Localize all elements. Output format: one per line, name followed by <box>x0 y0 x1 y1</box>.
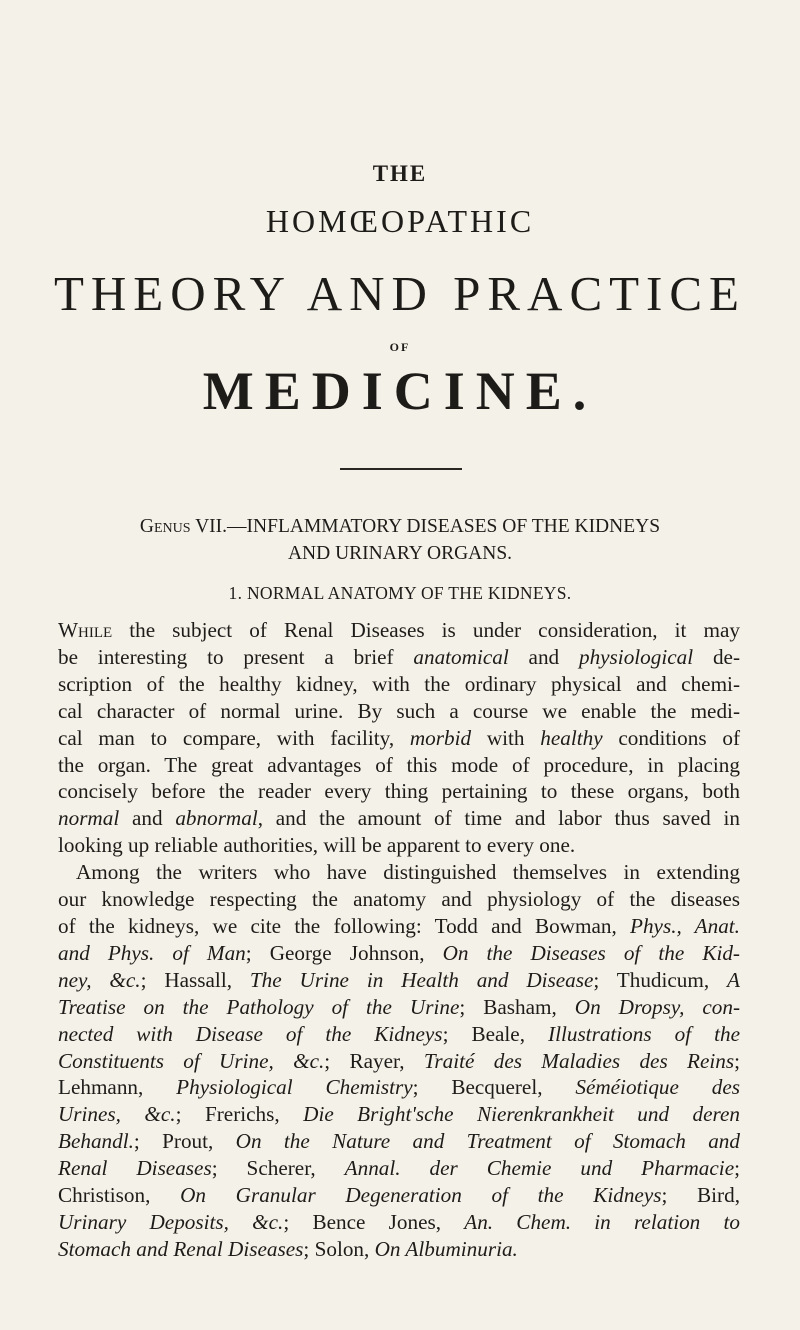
text-line: Urinary Deposits, &c.; Bence Jones, An. Chem. in relation to <box>58 1209 740 1234</box>
text-line: and Phys. of Man; George Johnson, On the Diseases of the Kid- <box>58 940 740 965</box>
text-line: Renal Diseases; Scherer, Annal. der Chemie und Pharmacie; <box>58 1156 740 1181</box>
text-line: concisely before the reader every thing pertaining to these organs, both <box>58 779 740 804</box>
text-line: scription of the healthy kidney, with the ordinary physical and chemi- <box>58 671 740 696</box>
title-homeopathic: HOMŒOPATHIC <box>265 203 535 239</box>
text-line: Lehmann, Physiological Chemistry; Becquerel, Séméiotique des <box>58 1075 740 1100</box>
paragraph-2 <box>58 859 740 1263</box>
text-line: be interesting to present a brief anatomical and physiological de- <box>58 644 741 669</box>
genus-heading-line2: AND URINARY ORGANS. <box>287 543 513 564</box>
paragraph-1 <box>58 617 740 859</box>
text-line: ney, &c.; Hassall, The Urine in Health and Disease; Thudicum, A <box>58 967 740 992</box>
title-theory-and-practice: THEORY AND PRACTICE <box>53 266 746 321</box>
text-line: Treatise on the Pathology of the Urine; Basham, On Dropsy, con- <box>58 994 741 1019</box>
genus-heading-line1 <box>0 513 800 540</box>
text-line: nected with Disease of the Kidneys; Beale, Illustrations of the <box>58 1021 741 1046</box>
text-line: cal man to compare, with facility, morbid with healthy conditions of <box>58 725 740 750</box>
text-line: cal character of normal urine. By such a course we enable the medi- <box>58 698 740 723</box>
genus-prefix: Genus <box>139 516 191 537</box>
text-line: Constituents of Urine, &c.; Rayer, Traité des Maladies des Reins; <box>58 1048 740 1073</box>
text-line: of the kidneys, we cite the following: Todd and Bowman, Phys., Anat. <box>58 913 740 938</box>
paragraph-lead-word: While <box>58 618 113 642</box>
text-line: Stomach and Renal Diseases; Solon, On Albuminuria. <box>58 1236 518 1261</box>
genus-title: VII.—INFLAMMATORY DISEASES OF THE KIDNEYS <box>190 516 661 537</box>
title-the: THE <box>372 161 428 186</box>
text-line: looking up reliable authorities, will be apparent to every one. <box>58 833 576 858</box>
text-line: Among the writers who have distinguished themselves in extending <box>76 860 740 885</box>
text-line: our knowledge respecting the anatomy and physiology of the diseases <box>58 887 740 912</box>
title-divider-rule <box>340 468 462 470</box>
genus-heading <box>0 513 800 567</box>
section-heading: 1. NORMAL ANATOMY OF THE KIDNEYS. <box>228 583 572 603</box>
text-line: Christison, On Granular Degeneration of the Kidneys; Bird, <box>58 1183 740 1208</box>
body-text <box>58 617 740 1263</box>
text-line: While the subject of Renal Diseases is under consideration, it may <box>58 618 740 642</box>
text-line: the organ. The great advantages of this mode of procedure, in placing <box>58 752 740 777</box>
title-medicine: MEDICINE. <box>202 361 598 421</box>
text-line: normal and abnormal, and the amount of time and labor thus saved in <box>58 806 740 831</box>
title-of: OF <box>389 340 411 354</box>
text-line: Behandl.; Prout, On the Nature and Treatment of Stomach and <box>58 1129 740 1154</box>
text-line: Urines, &c.; Frerichs, Die Bright'sche Nierenkrankheit und deren <box>58 1102 740 1127</box>
